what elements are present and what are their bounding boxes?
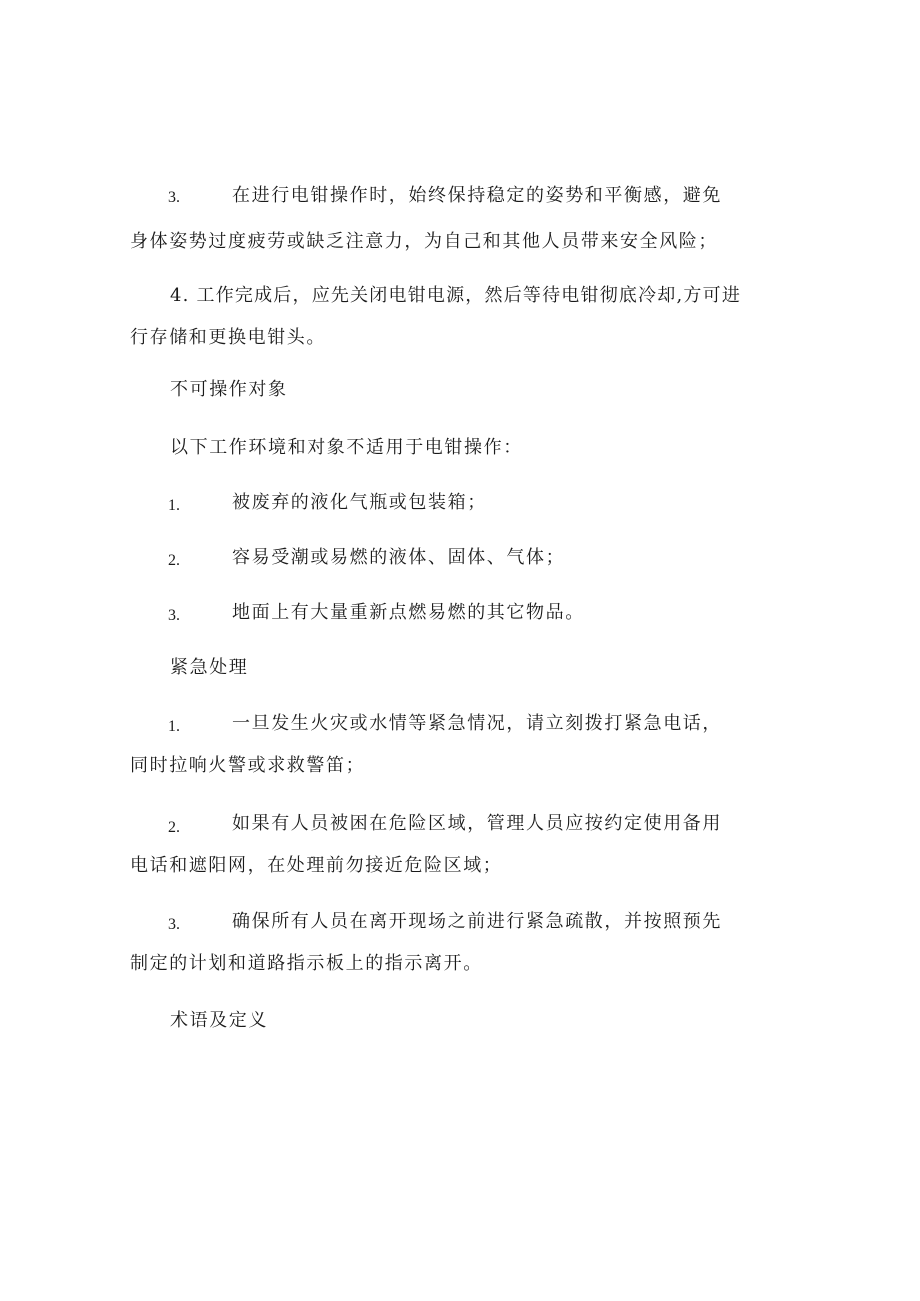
paragraph-line: 身体姿势过度疲劳或缺乏注意力，为自己和其他人员带来安全风险； bbox=[130, 231, 718, 252]
list-number: 3. bbox=[168, 189, 180, 206]
list-item-text: 地面上有大量重新点燃易燃的其它物品。 bbox=[232, 602, 585, 623]
section-heading: 术语及定义 bbox=[170, 1010, 268, 1031]
list-number: 3. bbox=[168, 916, 180, 933]
paragraph-line: 一旦发生火灾或水情等紧急情况，请立刻拨打紧急电话， bbox=[232, 713, 722, 734]
list-number: 3. bbox=[168, 607, 180, 624]
paragraph-line: 电话和遮阳网，在处理前勿接近危险区域； bbox=[130, 855, 503, 876]
paragraph-line: 行存储和更换电钳头。 bbox=[130, 327, 326, 348]
paragraph-line: 制定的计划和道路指示板上的指示离开。 bbox=[130, 953, 483, 974]
paragraph-line: 确保所有人员在离开现场之前进行紧急疏散，并按照预先 bbox=[232, 911, 722, 932]
paragraph-line: 如果有人员被困在危险区域，管理人员应按约定使用备用 bbox=[232, 813, 722, 834]
paragraph-line: 同时拉响火警或求救警笛； bbox=[130, 755, 366, 776]
section-heading: 紧急处理 bbox=[170, 657, 249, 678]
list-item-text: 被废弃的液化气瓶或包装箱； bbox=[232, 492, 487, 513]
list-number: 1. bbox=[168, 718, 180, 735]
section-intro: 以下工作环境和对象不适用于电钳操作： bbox=[170, 437, 523, 458]
paragraph-line: 在进行电钳操作时，始终保持稳定的姿势和平衡感，避免 bbox=[232, 185, 722, 206]
list-item-text: 容易受潮或易燃的液体、固体、气体； bbox=[232, 547, 566, 568]
list-number: 1. bbox=[168, 497, 180, 514]
paragraph-line: 4. 工作完成后，应先关闭电钳电源，然后等待电钳彻底冷却,方可进 bbox=[170, 285, 742, 306]
list-number: 2. bbox=[168, 819, 180, 836]
list-number: 2. bbox=[168, 552, 180, 569]
section-heading: 不可操作对象 bbox=[170, 379, 288, 400]
